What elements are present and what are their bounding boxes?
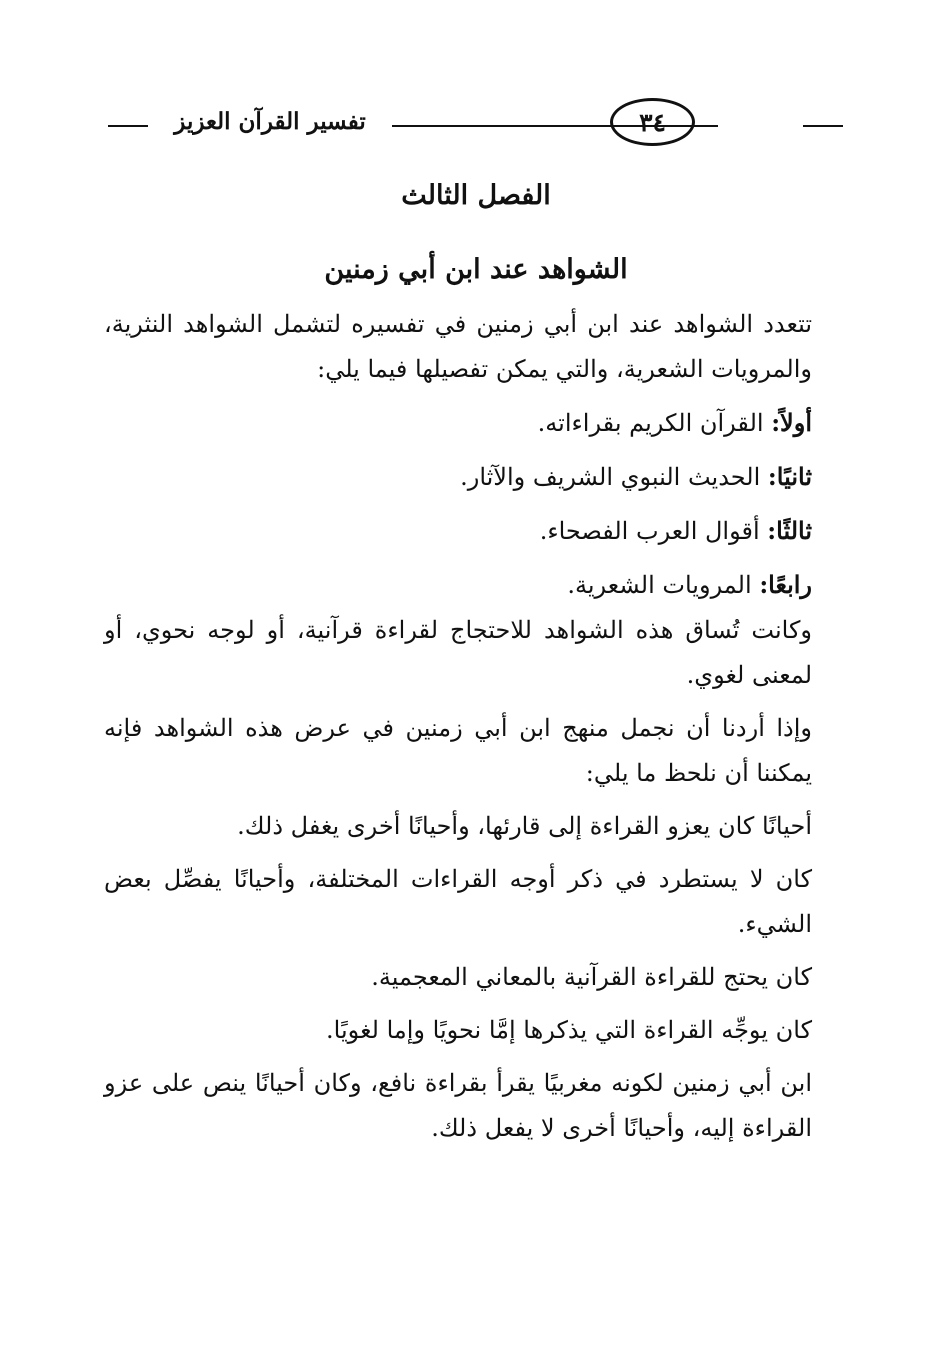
list-item: [104, 562, 844, 608]
book-title: تفسير القرآن العزيز: [174, 108, 366, 135]
body-text: [104, 302, 844, 1151]
list-item-label: ثالثًا:: [767, 516, 812, 545]
header-rule-right: [803, 125, 843, 127]
list-item-label: رابعًا:: [759, 570, 812, 599]
observation-paragraph: كان يحتج للقراءة القرآنية بالمعاني المعجمية.: [371, 963, 812, 991]
list-item-text: القرآن الكريم بقراءاته.: [537, 409, 764, 437]
list-item: [104, 400, 844, 446]
list-item-text: أقوال العرب الفصحاء.: [539, 517, 760, 545]
observation-paragraph: أحيانًا كان يعزو القراءة إلى قارئها، وأحيانًا أخرى يغفل ذلك.: [237, 812, 812, 840]
purpose-paragraph: وكانت تُساق هذه الشواهد للاحتجاج لقراءة قرآنية، أو لوجه نحوي، أو لمعنى لغوي.: [104, 616, 812, 689]
list-item-label: أولاً:: [771, 408, 812, 437]
page-number: ٣٤: [610, 98, 695, 146]
observation-paragraph: كان لا يستطرد في ذكر أوجه القراءات المختلفة، وأحيانًا يفصِّل بعض الشيء.: [104, 865, 812, 938]
list-item-text: المرويات الشعرية.: [567, 571, 752, 599]
running-header: [0, 98, 928, 154]
method-paragraph: وإذا أردنا أن نجمل منهج ابن أبي زمنين في عرض هذه الشواهد فإنه يمكننا أن نلحظ ما يلي:: [104, 714, 812, 787]
list-item-label: ثانيًا:: [767, 462, 812, 491]
section-title: الشواهد عند ابن أبي زمنين: [324, 254, 628, 285]
header-rule-left: [108, 125, 148, 127]
list-item-text: الحديث النبوي الشريف والآثار.: [460, 463, 761, 491]
intro-paragraph: تتعدد الشواهد عند ابن أبي زمنين في تفسيره لتشمل الشواهد النثرية، والمرويات الشعرية، والتي يمكن تفصيلها فيما يلي:: [104, 310, 812, 383]
observation-paragraph: كان يوجِّه القراءة التي يذكرها إمَّا نحويًا وإما لغويًا.: [326, 1016, 812, 1044]
list-item: [104, 508, 844, 554]
nafi-paragraph: ابن أبي زمنين لكونه مغربيًا يقرأ بقراءة نافع، وكان أحيانًا ينص على عزو القراءة إليه، وأحيانًا أخرى لا يفعل ذلك.: [104, 1069, 812, 1142]
list-item: [104, 454, 844, 500]
chapter-title: الفصل الثالث: [401, 180, 551, 211]
